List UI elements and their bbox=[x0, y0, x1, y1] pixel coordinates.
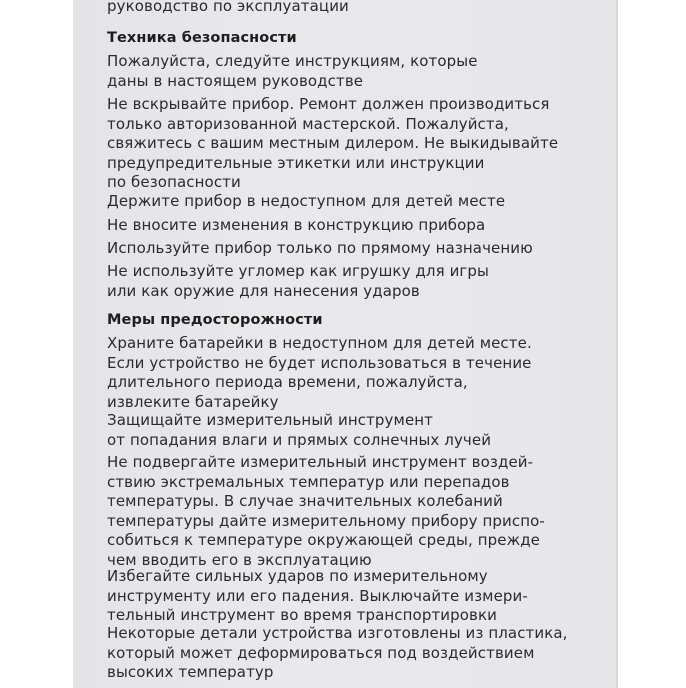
text-line: только авторизованной мастерской. Пожалуйста, bbox=[107, 114, 509, 133]
text-line: Не вносите изменения в конструкцию прибора bbox=[107, 216, 486, 234]
text-line: Используйте прибор только по прямому назначению bbox=[107, 239, 533, 257]
text-line: Пожалуйста, следуйте инструкциям, которые bbox=[107, 52, 478, 70]
text-line: извлеките батарейку bbox=[107, 392, 279, 411]
text-line: свяжитесь с вашим местным дилером. Не выкидывайте bbox=[107, 134, 559, 152]
text-line: длительного периода времени, пожалуйста, bbox=[107, 373, 468, 391]
text-line: который может деформироваться под воздействием bbox=[107, 643, 535, 662]
paragraph bbox=[107, 216, 485, 236]
text-line: от попадания влаги и прямых солнечных лучей bbox=[107, 430, 492, 449]
text-line: Избегайте сильных ударов по измерительному bbox=[107, 567, 488, 585]
text-line: даны в настоящем руководстве bbox=[107, 71, 364, 90]
text-line: предупредительные этикетки или инструкции bbox=[107, 153, 485, 172]
text-line: температуры. В случае значительных колебаний bbox=[107, 492, 503, 510]
text-line: по безопасности bbox=[107, 173, 241, 191]
paragraph bbox=[107, 334, 532, 412]
text-line: собиться к температуре окружающей среды, прежде bbox=[107, 531, 540, 549]
text-line: Храните батарейки в недоступном для детей месте. bbox=[107, 334, 532, 352]
paragraph bbox=[107, 624, 568, 683]
text-line: Не используйте угломер как игрушку для игры bbox=[107, 262, 489, 280]
paragraph bbox=[107, 52, 478, 91]
paragraph bbox=[107, 239, 533, 259]
paragraph bbox=[107, 262, 489, 301]
paragraph bbox=[107, 567, 528, 626]
section-heading-safety: Техника безопасности bbox=[107, 30, 297, 46]
text-line: чем вводить его в эксплуатацию bbox=[107, 550, 372, 569]
paragraph bbox=[107, 453, 545, 570]
text-line: высоких температур bbox=[107, 663, 274, 681]
text-line: или как оружие для нанесения ударов bbox=[107, 281, 420, 300]
text-line: Некоторые детали устройства изготовлены из пластика, bbox=[107, 624, 568, 642]
text-line: ствию экстремальных температур или перепадов bbox=[107, 472, 510, 491]
text-line: Не вскрывайте прибор. Ремонт должен производиться bbox=[107, 95, 550, 113]
text-line: тельный инструмент во время транспортировки bbox=[107, 606, 497, 624]
intro-line: руководство по эксплуатации bbox=[107, 0, 349, 15]
paragraph bbox=[107, 95, 558, 193]
text-line: инструменту или его падения. Выключайте измери- bbox=[107, 586, 528, 605]
text-line: Защищайте измерительный инструмент bbox=[107, 411, 434, 429]
text-line: температуры дайте измерительному прибору приспо- bbox=[107, 511, 545, 530]
section-heading-precautions: Меры предосторожности bbox=[107, 312, 323, 328]
text-line: Не подвергайте измерительный инструмент воздей- bbox=[107, 453, 534, 471]
text-line: Если устройство не будет использоваться в течение bbox=[107, 353, 532, 372]
paragraph bbox=[107, 192, 505, 212]
text-line: Держите прибор в недоступном для детей месте bbox=[107, 192, 506, 210]
paragraph bbox=[107, 411, 491, 450]
